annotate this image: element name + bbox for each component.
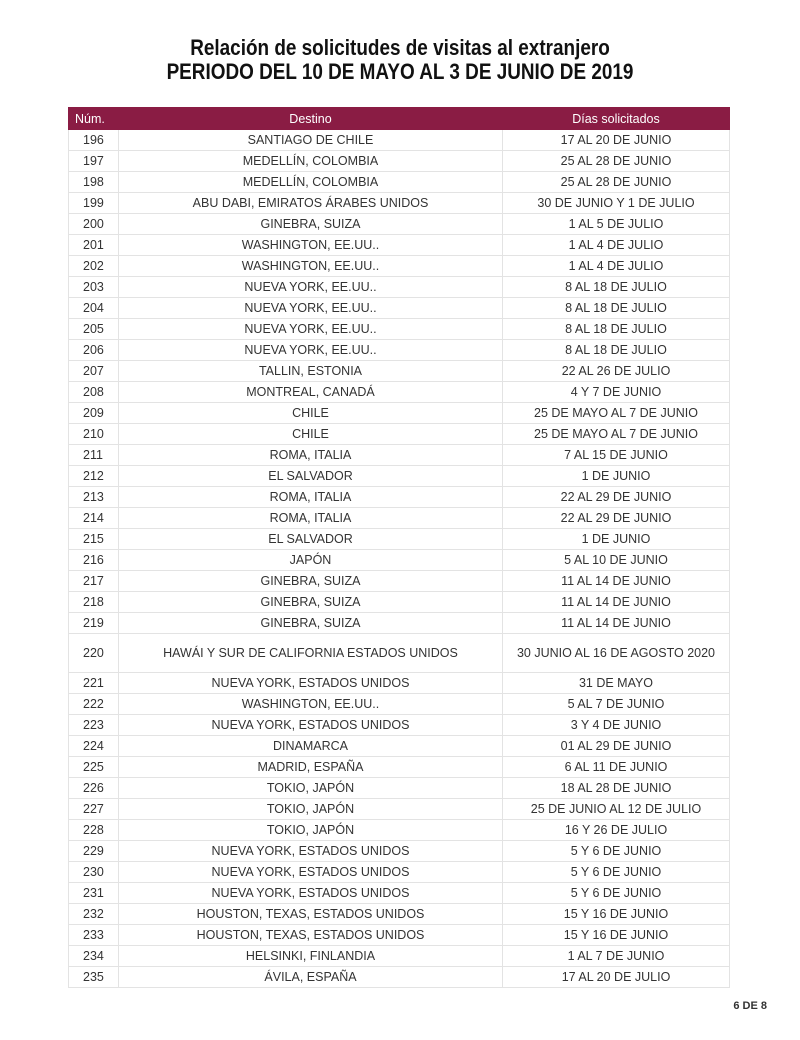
table-row <box>69 424 730 445</box>
table-row <box>69 925 730 946</box>
cell-destino: TOKIO, JAPÓN <box>119 820 503 841</box>
table-row <box>69 298 730 319</box>
cell-destino: GINEBRA, SUIZA <box>119 592 503 613</box>
cell-dias: 4 Y 7 DE JUNIO <box>503 382 730 403</box>
cell-num: 212 <box>69 466 119 487</box>
table-row <box>69 550 730 571</box>
table-row <box>69 256 730 277</box>
cell-dias: 1 AL 7 DE JUNIO <box>503 946 730 967</box>
cell-num: 221 <box>69 673 119 694</box>
table-row <box>69 508 730 529</box>
cell-num: 208 <box>69 382 119 403</box>
cell-destino: HAWÁI Y SUR DE CALIFORNIA ESTADOS UNIDOS <box>119 634 503 673</box>
cell-dias: 31 DE MAYO <box>503 673 730 694</box>
cell-destino: DINAMARCA <box>119 736 503 757</box>
requests-table <box>68 107 730 988</box>
cell-destino: NUEVA YORK, ESTADOS UNIDOS <box>119 883 503 904</box>
cell-dias: 6 AL 11 DE JUNIO <box>503 757 730 778</box>
cell-dias: 22 AL 29 DE JUNIO <box>503 508 730 529</box>
cell-destino: CHILE <box>119 403 503 424</box>
table-row <box>69 967 730 988</box>
cell-destino: NUEVA YORK, ESTADOS UNIDOS <box>119 715 503 736</box>
table-row <box>69 673 730 694</box>
cell-num: 210 <box>69 424 119 445</box>
cell-num: 209 <box>69 403 119 424</box>
table-header-row <box>69 108 730 130</box>
cell-num: 199 <box>69 193 119 214</box>
cell-dias: 11 AL 14 DE JUNIO <box>503 613 730 634</box>
cell-destino: WASHINGTON, EE.UU.. <box>119 694 503 715</box>
cell-destino: WASHINGTON, EE.UU.. <box>119 235 503 256</box>
cell-num: 215 <box>69 529 119 550</box>
cell-destino: EL SALVADOR <box>119 466 503 487</box>
table-row <box>69 151 730 172</box>
cell-num: 216 <box>69 550 119 571</box>
cell-num: 232 <box>69 904 119 925</box>
cell-destino: ROMA, ITALIA <box>119 487 503 508</box>
table-row <box>69 403 730 424</box>
cell-dias: 01 AL 29 DE JUNIO <box>503 736 730 757</box>
table-row <box>69 904 730 925</box>
cell-num: 227 <box>69 799 119 820</box>
cell-dias: 11 AL 14 DE JUNIO <box>503 592 730 613</box>
cell-num: 196 <box>69 130 119 151</box>
cell-dias: 8 AL 18 DE JULIO <box>503 340 730 361</box>
table-row <box>69 946 730 967</box>
cell-dias: 22 AL 26 DE JULIO <box>503 361 730 382</box>
cell-dias: 7 AL 15 DE JUNIO <box>503 445 730 466</box>
table-row <box>69 820 730 841</box>
cell-dias: 15 Y 16 DE JUNIO <box>503 904 730 925</box>
cell-destino: GINEBRA, SUIZA <box>119 214 503 235</box>
cell-destino: GINEBRA, SUIZA <box>119 613 503 634</box>
cell-destino: NUEVA YORK, EE.UU.. <box>119 277 503 298</box>
cell-destino: GINEBRA, SUIZA <box>119 571 503 592</box>
table-row <box>69 799 730 820</box>
table-row <box>69 883 730 904</box>
cell-num: 204 <box>69 298 119 319</box>
cell-destino: ROMA, ITALIA <box>119 445 503 466</box>
column-header-num: Núm. <box>69 108 119 130</box>
table-row <box>69 694 730 715</box>
cell-num: 207 <box>69 361 119 382</box>
table-row <box>69 613 730 634</box>
table-row <box>69 529 730 550</box>
cell-destino: ABU DABI, EMIRATOS ÁRABES UNIDOS <box>119 193 503 214</box>
cell-dias: 5 Y 6 DE JUNIO <box>503 841 730 862</box>
cell-num: 229 <box>69 841 119 862</box>
table-row <box>69 193 730 214</box>
table-row <box>69 172 730 193</box>
document-title: Relación de solicitudes de visitas al extranjero <box>190 35 610 60</box>
cell-num: 200 <box>69 214 119 235</box>
table-row <box>69 841 730 862</box>
cell-destino: NUEVA YORK, EE.UU.. <box>119 340 503 361</box>
cell-dias: 25 AL 28 DE JUNIO <box>503 151 730 172</box>
cell-num: 230 <box>69 862 119 883</box>
cell-num: 225 <box>69 757 119 778</box>
cell-dias: 30 JUNIO AL 16 DE AGOSTO 2020 <box>503 634 730 673</box>
cell-dias: 15 Y 16 DE JUNIO <box>503 925 730 946</box>
cell-destino: ROMA, ITALIA <box>119 508 503 529</box>
cell-destino: NUEVA YORK, ESTADOS UNIDOS <box>119 841 503 862</box>
cell-dias: 8 AL 18 DE JULIO <box>503 298 730 319</box>
table-row <box>69 235 730 256</box>
cell-destino: HOUSTON, TEXAS, ESTADOS UNIDOS <box>119 925 503 946</box>
cell-num: 222 <box>69 694 119 715</box>
cell-num: 201 <box>69 235 119 256</box>
cell-destino: TOKIO, JAPÓN <box>119 799 503 820</box>
cell-num: 219 <box>69 613 119 634</box>
cell-num: 235 <box>69 967 119 988</box>
cell-dias: 30 DE JUNIO Y 1 DE JULIO <box>503 193 730 214</box>
cell-dias: 16 Y 26 DE JULIO <box>503 820 730 841</box>
table-row <box>69 277 730 298</box>
column-header-dias: Días solicitados <box>503 108 730 130</box>
cell-destino: TOKIO, JAPÓN <box>119 778 503 799</box>
table-row <box>69 466 730 487</box>
cell-dias: 8 AL 18 DE JULIO <box>503 277 730 298</box>
table-row <box>69 319 730 340</box>
cell-dias: 17 AL 20 DE JUNIO <box>503 130 730 151</box>
cell-num: 197 <box>69 151 119 172</box>
table-row <box>69 340 730 361</box>
cell-destino: HELSINKI, FINLANDIA <box>119 946 503 967</box>
table-row <box>69 778 730 799</box>
cell-num: 206 <box>69 340 119 361</box>
cell-dias: 25 DE JUNIO AL 12 DE JULIO <box>503 799 730 820</box>
cell-dias: 5 AL 7 DE JUNIO <box>503 694 730 715</box>
cell-destino: SANTIAGO DE CHILE <box>119 130 503 151</box>
table-row <box>69 592 730 613</box>
cell-num: 214 <box>69 508 119 529</box>
cell-destino: TALLIN, ESTONIA <box>119 361 503 382</box>
table-row <box>69 130 730 151</box>
cell-destino: MADRID, ESPAÑA <box>119 757 503 778</box>
cell-dias: 25 DE MAYO AL 7 DE JUNIO <box>503 403 730 424</box>
cell-num: 228 <box>69 820 119 841</box>
cell-dias: 3 Y 4 DE JUNIO <box>503 715 730 736</box>
cell-dias: 22 AL 29 DE JUNIO <box>503 487 730 508</box>
cell-destino: MEDELLÍN, COLOMBIA <box>119 151 503 172</box>
cell-num: 205 <box>69 319 119 340</box>
cell-destino: MONTREAL, CANADÁ <box>119 382 503 403</box>
cell-dias: 8 AL 18 DE JULIO <box>503 319 730 340</box>
cell-dias: 17 AL 20 DE JULIO <box>503 967 730 988</box>
cell-dias: 5 Y 6 DE JUNIO <box>503 883 730 904</box>
cell-dias: 1 AL 4 DE JULIO <box>503 235 730 256</box>
cell-dias: 18 AL 28 DE JUNIO <box>503 778 730 799</box>
cell-num: 234 <box>69 946 119 967</box>
cell-dias: 5 AL 10 DE JUNIO <box>503 550 730 571</box>
cell-destino: NUEVA YORK, ESTADOS UNIDOS <box>119 862 503 883</box>
cell-destino: NUEVA YORK, EE.UU.. <box>119 319 503 340</box>
cell-num: 224 <box>69 736 119 757</box>
page-number: 6 DE 8 <box>733 1000 767 1012</box>
cell-num: 226 <box>69 778 119 799</box>
cell-num: 218 <box>69 592 119 613</box>
table-row <box>69 382 730 403</box>
cell-num: 203 <box>69 277 119 298</box>
cell-num: 231 <box>69 883 119 904</box>
cell-destino: WASHINGTON, EE.UU.. <box>119 256 503 277</box>
table-row <box>69 736 730 757</box>
cell-dias: 1 DE JUNIO <box>503 529 730 550</box>
cell-destino: HOUSTON, TEXAS, ESTADOS UNIDOS <box>119 904 503 925</box>
table-row <box>69 715 730 736</box>
cell-dias: 25 AL 28 DE JUNIO <box>503 172 730 193</box>
cell-num: 211 <box>69 445 119 466</box>
cell-num: 213 <box>69 487 119 508</box>
cell-destino: MEDELLÍN, COLOMBIA <box>119 172 503 193</box>
table-row <box>69 487 730 508</box>
cell-destino: JAPÓN <box>119 550 503 571</box>
cell-dias: 1 AL 5 DE JULIO <box>503 214 730 235</box>
cell-num: 223 <box>69 715 119 736</box>
document-period: PERIODO DEL 10 DE MAYO AL 3 DE JUNIO DE 2019 <box>166 59 634 84</box>
cell-num: 198 <box>69 172 119 193</box>
cell-dias: 11 AL 14 DE JUNIO <box>503 571 730 592</box>
cell-destino: NUEVA YORK, EE.UU.. <box>119 298 503 319</box>
cell-destino: ÁVILA, ESPAÑA <box>119 967 503 988</box>
cell-dias: 1 AL 4 DE JULIO <box>503 256 730 277</box>
table-row <box>69 757 730 778</box>
table-row <box>69 571 730 592</box>
table-row <box>69 214 730 235</box>
cell-dias: 5 Y 6 DE JUNIO <box>503 862 730 883</box>
cell-destino: CHILE <box>119 424 503 445</box>
column-header-destino: Destino <box>119 108 503 130</box>
cell-num: 217 <box>69 571 119 592</box>
table-row <box>69 634 730 673</box>
table-row <box>69 862 730 883</box>
cell-num: 220 <box>69 634 119 673</box>
table-row <box>69 445 730 466</box>
cell-num: 202 <box>69 256 119 277</box>
cell-num: 233 <box>69 925 119 946</box>
cell-dias: 25 DE MAYO AL 7 DE JUNIO <box>503 424 730 445</box>
cell-dias: 1 DE JUNIO <box>503 466 730 487</box>
cell-destino: NUEVA YORK, ESTADOS UNIDOS <box>119 673 503 694</box>
cell-destino: EL SALVADOR <box>119 529 503 550</box>
table-row <box>69 361 730 382</box>
